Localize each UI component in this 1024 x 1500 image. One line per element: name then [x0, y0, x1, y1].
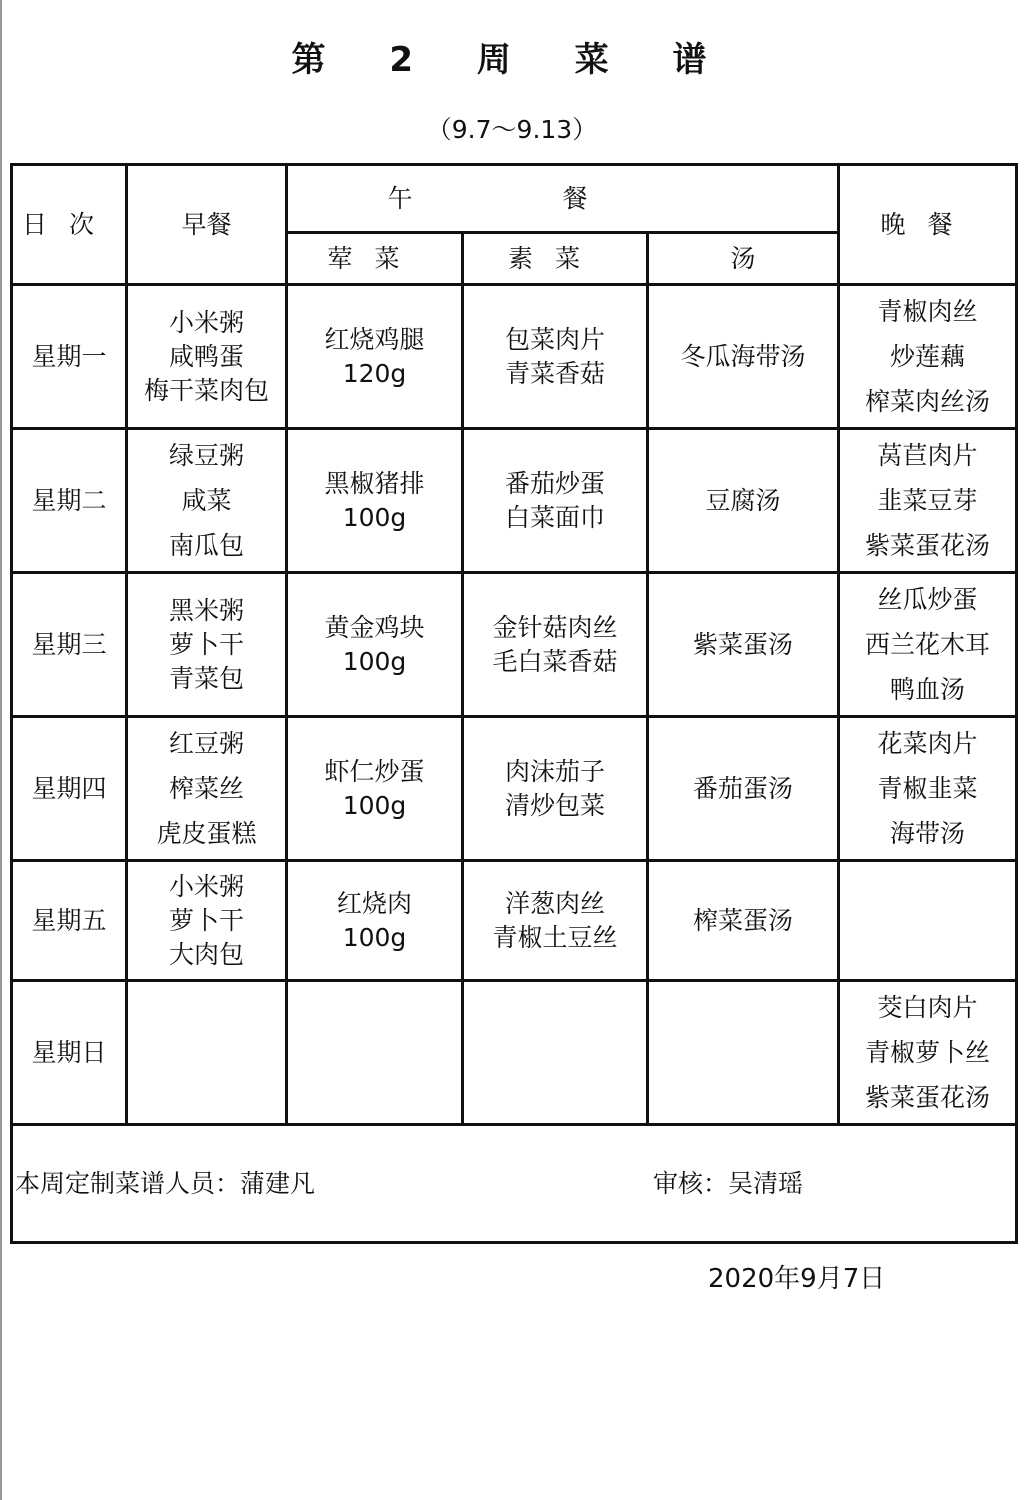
dish-name: 青椒肉丝 — [877, 297, 978, 326]
dish-name: 莴苣肉片 — [877, 441, 978, 470]
dish-name: 绿豆粥 — [168, 441, 244, 470]
dish-name: 咸菜 — [181, 486, 232, 515]
dish-name: 南瓜包 — [168, 531, 244, 560]
dish-name: 西兰花木耳 — [864, 630, 990, 659]
header-breakfast: 早餐 — [127, 165, 287, 285]
menu-reviewer: 审核：吴清瑶 — [653, 1168, 804, 1198]
dish-name: 黑椒猪排 — [324, 468, 425, 498]
dish-name: 梅干菜肉包 — [143, 375, 269, 405]
date-range: （9.7～9.13） — [426, 115, 598, 144]
veg-cell — [463, 573, 648, 717]
dish-name: 花菜肉片 — [877, 729, 978, 758]
menu-body — [12, 285, 1017, 1125]
dish-name: 榨菜丝 — [168, 774, 244, 803]
dish-name: 120g — [342, 358, 407, 388]
dish-name: 白菜面巾 — [504, 502, 605, 532]
page-edge — [0, 0, 2, 1500]
menu-table — [10, 163, 1018, 1244]
dish-name: 炒莲藕 — [889, 342, 965, 371]
veg-cell — [463, 285, 648, 429]
soup-cell — [648, 981, 839, 1125]
dish-name: 青椒土豆丝 — [492, 922, 618, 952]
dish-name: 肉沫茄子 — [504, 756, 605, 786]
issue-date: 2020年9月7日 — [708, 1264, 886, 1294]
menu-row — [12, 717, 1017, 861]
dish-name: 青椒萝卜丝 — [864, 1038, 990, 1067]
header-soup: 汤 — [648, 233, 839, 285]
veg-cell — [463, 429, 648, 573]
dish-name: 紫菜蛋花汤 — [864, 1083, 990, 1112]
dish-name: 黑米粥 — [168, 595, 244, 625]
dinner-cell — [839, 717, 1017, 861]
veg-cell — [463, 861, 648, 981]
dish-name: 洋葱肉丝 — [504, 888, 605, 918]
dish-name: 虾仁炒蛋 — [324, 756, 425, 786]
dish-name: 清炒包菜 — [504, 790, 605, 820]
soup-cell: 紫菜蛋汤 — [648, 573, 839, 717]
dish-name: 金针菇肉丝 — [492, 612, 618, 642]
dish-name: 100g — [342, 502, 407, 532]
dish-name: 青菜香菇 — [504, 358, 605, 388]
menu-row — [12, 573, 1017, 717]
soup-cell: 番茄蛋汤 — [648, 717, 839, 861]
dish-name: 100g — [342, 790, 407, 820]
day-cell: 星期三 — [12, 573, 127, 717]
meat-cell — [287, 861, 463, 981]
dish-name: 黄金鸡块 — [324, 612, 425, 642]
day-cell: 星期一 — [12, 285, 127, 429]
dish-name: 海带汤 — [889, 819, 965, 848]
dish-name: 咸鸭蛋 — [168, 341, 244, 371]
header-day: 日次 — [12, 165, 127, 285]
menu-maker: 本周定制菜谱人员：蒲建凡 — [15, 1168, 316, 1198]
dish-name: 红烧肉 — [336, 888, 412, 918]
breakfast-cell — [127, 861, 287, 981]
menu-row — [12, 861, 1017, 981]
dish-name: 100g — [342, 646, 407, 676]
breakfast-cell — [127, 285, 287, 429]
dish-name: 红烧鸡腿 — [324, 324, 425, 354]
day-cell: 星期日 — [12, 981, 127, 1125]
breakfast-cell — [127, 573, 287, 717]
dish-name: 番茄炒蛋 — [504, 468, 605, 498]
veg-cell — [463, 717, 648, 861]
dinner-cell — [839, 981, 1017, 1125]
meat-cell — [287, 429, 463, 573]
meat-cell — [287, 717, 463, 861]
header-row — [12, 165, 1017, 233]
soup-cell: 冬瓜海带汤 — [648, 285, 839, 429]
dish-name: 毛白菜香菇 — [492, 646, 618, 676]
breakfast-cell — [127, 981, 287, 1125]
dish-name: 萝卜干 — [168, 629, 244, 659]
dish-name: 茭白肉片 — [877, 993, 978, 1022]
menu-row — [12, 285, 1017, 429]
footer-row — [12, 1125, 1017, 1243]
dinner-cell — [839, 429, 1017, 573]
dish-name: 包菜肉片 — [504, 324, 605, 354]
breakfast-cell — [127, 429, 287, 573]
menu-row — [12, 429, 1017, 573]
dish-name: 青椒韭菜 — [877, 774, 978, 803]
footer-cell — [12, 1125, 1017, 1243]
dinner-cell — [839, 285, 1017, 429]
dish-name: 韭菜豆芽 — [877, 486, 978, 515]
header-dinner: 晚餐 — [839, 165, 1017, 285]
dish-name: 榨菜肉丝汤 — [864, 387, 990, 416]
meat-cell — [287, 285, 463, 429]
dish-name: 青菜包 — [168, 663, 244, 693]
dish-name: 大肉包 — [168, 939, 244, 969]
veg-cell — [463, 981, 648, 1125]
dish-name: 鸭血汤 — [889, 675, 965, 704]
menu-row — [12, 981, 1017, 1125]
meat-cell — [287, 981, 463, 1125]
meat-cell — [287, 573, 463, 717]
dish-name: 小米粥 — [168, 307, 244, 337]
dish-name: 虎皮蛋糕 — [156, 819, 257, 848]
page-title: 第 2 周 菜 谱 — [291, 40, 733, 80]
header-meat: 荤菜 — [287, 233, 463, 285]
day-cell: 星期二 — [12, 429, 127, 573]
dish-name: 丝瓜炒蛋 — [877, 585, 978, 614]
dinner-cell — [839, 573, 1017, 717]
header-veg: 素菜 — [463, 233, 648, 285]
dish-name: 红豆粥 — [168, 729, 244, 758]
dish-name: 100g — [342, 922, 407, 952]
dish-name: 萝卜干 — [168, 905, 244, 935]
day-cell: 星期四 — [12, 717, 127, 861]
dinner-cell — [839, 861, 1017, 981]
dish-name: 紫菜蛋花汤 — [864, 531, 990, 560]
header-lunch: 午餐 — [287, 165, 839, 233]
day-cell: 星期五 — [12, 861, 127, 981]
soup-cell: 榨菜蛋汤 — [648, 861, 839, 981]
soup-cell: 豆腐汤 — [648, 429, 839, 573]
breakfast-cell — [127, 717, 287, 861]
dish-name: 小米粥 — [168, 871, 244, 901]
